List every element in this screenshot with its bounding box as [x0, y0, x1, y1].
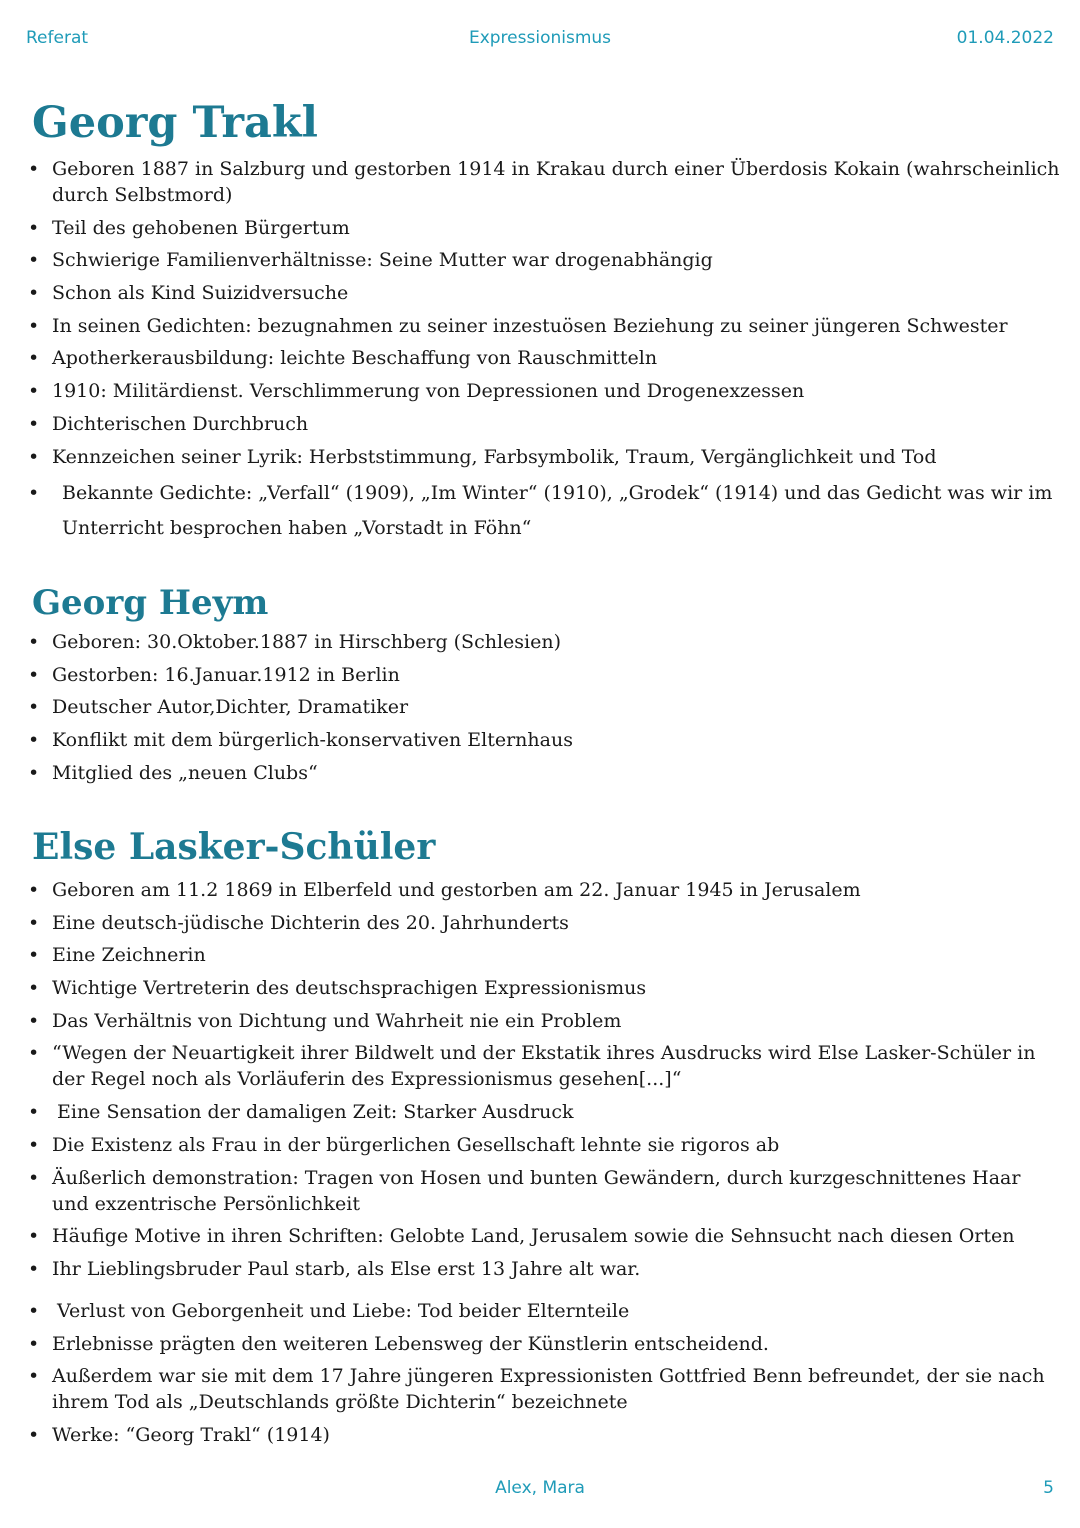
list-item: • Ihr Lieblingsbruder Paul starb, als Else erst 13 Jahre alt war. — [26, 1256, 1060, 1282]
list-item: • Eine Sensation der damaligen Zeit: Starker Ausdruck — [26, 1099, 1060, 1125]
list-item: • “Wegen der Neuartigkeit ihrer Bildwelt und der Ekstatik ihres Ausdrucks wird Else Lasker-Schüler in der Regel noch als Vorläuferin des Expressionismus gesehen[...]“ — [26, 1040, 1060, 1092]
lasker-schueler-list — [26, 877, 1060, 1455]
page-number: 5 — [1043, 1478, 1054, 1498]
list-item: • Dichterischen Durchbruch — [26, 411, 1060, 437]
list-item: • Wichtige Vertreterin des deutschsprachigen Expressionismus — [26, 975, 1060, 1001]
list-item: • Schwierige Familienverhältnisse: Seine Mutter war drogenabhängig — [26, 247, 1060, 273]
list-item: • Apotherkerausbildung: leichte Beschaffung von Rauschmitteln — [26, 345, 1060, 371]
header-label: Referat — [26, 28, 89, 48]
list-item: • Kennzeichen seiner Lyrik: Herbststimmung, Farbsymbolik, Traum, Vergänglichkeit und Tod — [26, 444, 1060, 470]
list-item: • Schon als Kind Suizidversuche — [26, 280, 1060, 306]
list-item: • Äußerlich demonstration: Tragen von Hosen und bunten Gewändern, durch kurzgeschnittenes Haar und exzentrische Persönlichkeit — [26, 1165, 1060, 1217]
list-item: • Eine Zeichnerin — [26, 942, 1060, 968]
trakl-list — [26, 156, 1060, 553]
section-title-heym: Georg Heym — [32, 583, 269, 623]
list-item: • Werke: “Georg Trakl“ (1914) — [26, 1422, 1060, 1448]
list-item: • Verlust von Geborgenheit und Liebe: Tod beider Elternteile — [26, 1298, 1060, 1324]
list-item: • Gestorben: 16.Januar.1912 in Berlin — [26, 662, 1060, 688]
list-item: • Außerdem war sie mit dem 17 Jahre jüngeren Expressionisten Gottfried Benn befreundet, der sie nach ihrem Tod als „Deutschlands größte Dichterin“ bezeichnete — [26, 1363, 1060, 1415]
list-item: • Teil des gehobenen Bürgertum — [26, 215, 1060, 241]
header-topic: Expressionismus — [468, 28, 612, 48]
list-item: • Das Verhältnis von Dichtung und Wahrheit nie ein Problem — [26, 1008, 1060, 1034]
section-title-trakl: Georg Trakl — [32, 98, 318, 148]
list-item: • Geboren 1887 in Salzburg und gestorben 1914 in Krakau durch einer Überdosis Kokain (wahrscheinlich durch Selbstmord) — [26, 156, 1060, 208]
footer-authors: Alex, Mara — [495, 1478, 585, 1498]
list-item: • 1910: Militärdienst. Verschlimmerung von Depressionen und Drogenexzessen — [26, 378, 1060, 404]
list-item: • Eine deutsch-jüdische Dichterin des 20. Jahrhunderts — [26, 910, 1060, 936]
list-item: • Erlebnisse prägten den weiteren Lebensweg der Künstlerin entscheidend. — [26, 1331, 1060, 1357]
heym-list — [26, 629, 1060, 792]
list-item: • Bekannte Gedichte: „Verfall“ (1909), „Im Winter“ (1910), „Grodek“ (1914) und das Gedicht was wir im Unterricht besprochen haben „Vorstadt in Föhn“ — [26, 476, 1060, 546]
list-item: • Die Existenz als Frau in der bürgerlichen Gesellschaft lehnte sie rigoros ab — [26, 1132, 1060, 1158]
header-date: 01.04.2022 — [956, 28, 1054, 48]
section-title-lasker-schueler: Else Lasker-Schüler — [32, 826, 436, 868]
list-item: • Mitglied des „neuen Clubs“ — [26, 760, 1060, 786]
list-item: • Häufige Motive in ihren Schriften: Gelobte Land, Jerusalem sowie die Sehnsucht nach diesen Orten — [26, 1223, 1060, 1249]
list-item: • Konflikt mit dem bürgerlich-konservativen Elternhaus — [26, 727, 1060, 753]
list-item: • In seinen Gedichten: bezugnahmen zu seiner inzestuösen Beziehung zu seiner jüngeren Schwester — [26, 313, 1060, 339]
list-item: • Deutscher Autor,Dichter, Dramatiker — [26, 694, 1060, 720]
list-item: • Geboren am 11.2 1869 in Elberfeld und gestorben am 22. Januar 1945 in Jerusalem — [26, 877, 1060, 903]
list-item: • Geboren: 30.Oktober.1887 in Hirschberg (Schlesien) — [26, 629, 1060, 655]
